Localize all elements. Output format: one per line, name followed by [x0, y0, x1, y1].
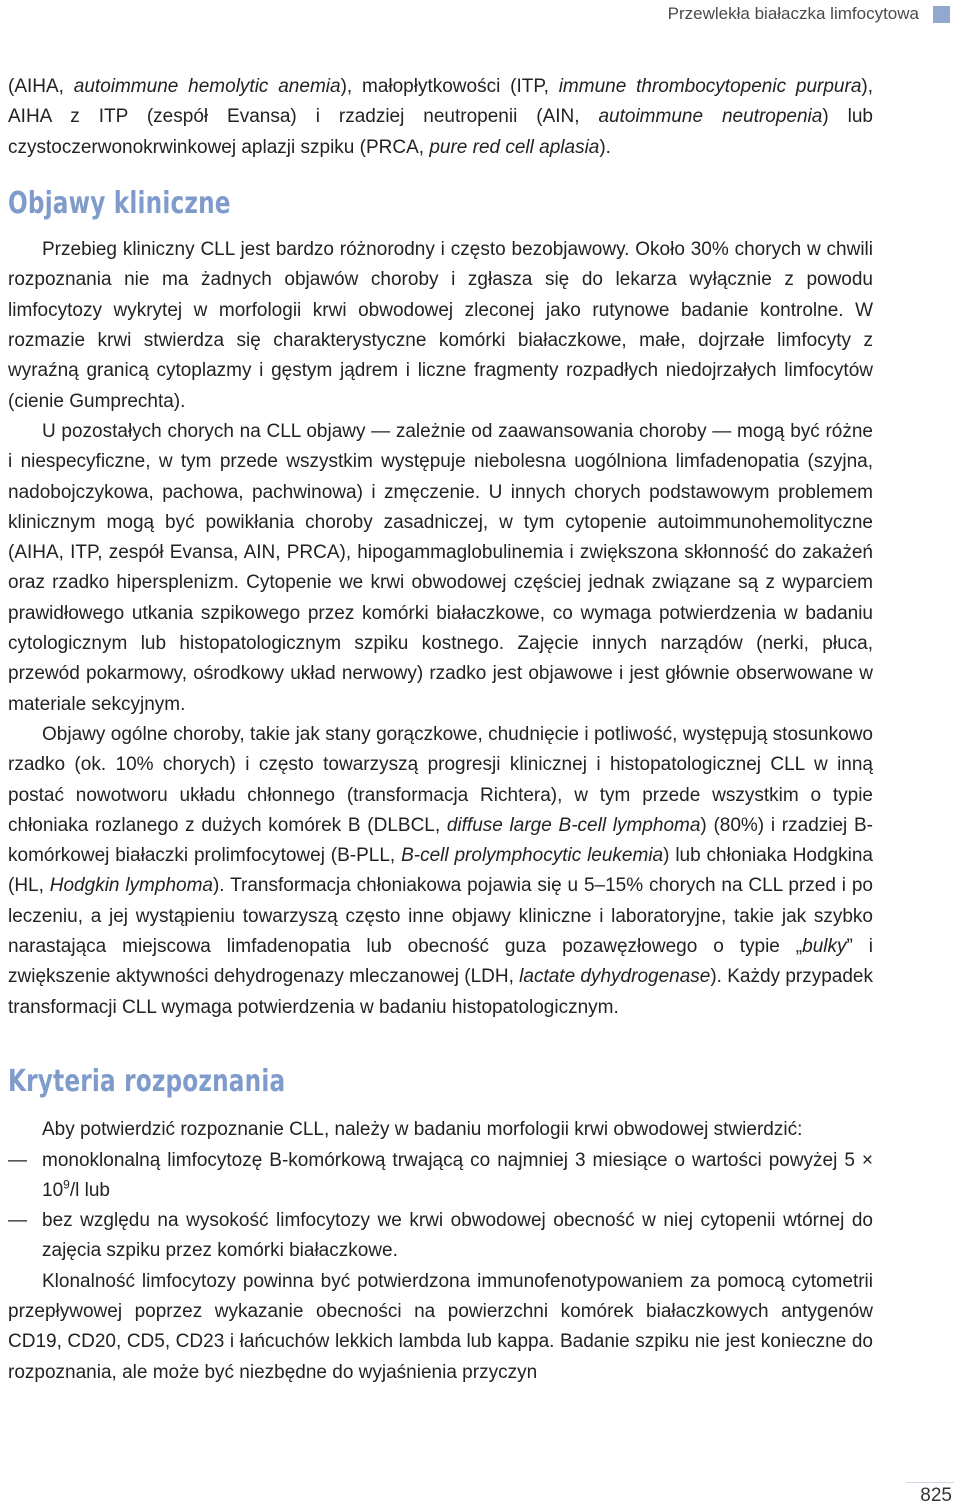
- list-dash: —: [8, 1149, 27, 1171]
- term-italic: autoimmune hemolytic anemia: [73, 76, 341, 97]
- list-item: [8, 1206, 873, 1267]
- text-run: ).: [599, 136, 611, 158]
- text-run: (AIHA,: [8, 76, 74, 97]
- text-run: ). Każdy przypadek transformacji CLL wymaga potwierdzenia w badaniu histopatologicznym.: [8, 966, 874, 1018]
- criteria-list: [8, 1146, 873, 1267]
- text-run: ), małopłytkowości (ITP,: [340, 76, 559, 97]
- header-square-icon: [933, 6, 950, 23]
- term-italic: diffuse large B-cell lymphoma: [446, 814, 701, 836]
- text-run: ) lub czystoczerwonokrwinkowej aplazji szpiku (PRCA,: [8, 106, 873, 158]
- objawy-paragraph-2: U pozostałych chorych na CLL objawy — zależnie od zaawansowania choroby — mogą być różne i niespecyficzne, w tym przede wszystkim występuje niebolesna uogólniona limfadenopatia (szyjna, nadobojczykowa, pachowa, pachwinowa) i zmęczenie. U innych chorych podstawowym problemem klinicznym mogą być powikłania choroby zasadniczej, w tym cytopenie autoimmunohemolityczne (AIHA, ITP, zespół Evansa, AIN, PRCA), hipogammaglobulinemia i zwiększona skłonność do zakażeń oraz rzadko hipersplenizm. Cytopenie we krwi obwodowej częściej jednak związane są z wyparciem prawidłowego utkania szpikowego przez komórki białaczkowe, co wymaga potwierdzenia w badaniu cytologicznym lub histopatologicznym szpiku kostnego. Zajęcie innych narządów (nerki, płuca, przewód pokarmowy, ośrodkowy układ nerwowy) rzadko jest objawowe i jest głównie obserwowane w materiale sekcyjnym.: [8, 420, 873, 715]
- section-heading-objawy: Objawy kliniczne: [8, 185, 231, 221]
- term-italic: autoimmune neutropenia: [598, 106, 823, 128]
- running-header: [668, 4, 950, 24]
- list-dash: —: [8, 1210, 27, 1232]
- text-run: ), AIHA z ITP (zespół Evansa) i rzadziej neutropenii (AIN,: [8, 76, 874, 128]
- text-run: /l lub: [69, 1179, 110, 1201]
- text-run: Objawy ogólne choroby, takie jak stany gorączkowe, chudnięcie i potliwość, występują stosunkowo rzadko (ok. 10% chorych) i często towarzyszą progresji klinicznej i histopatologicznej CLL w inną postać nowotworu układu chłonnego (transformacja Richtera), w tym przede wszystkim o typie chłoniaka rozlanego z dużych komórek B (DLBCL,: [8, 723, 873, 836]
- running-title: Przewlekła białaczka limfocytowa: [667, 4, 919, 23]
- intro-paragraph: [8, 72, 873, 163]
- article-body: [8, 72, 873, 1388]
- text-run: bez względu na wysokość limfocytozy we krwi obwodowej obecność w niej cytopenii wtórnej do zajęcia szpiku przez komórki białaczkowe.: [42, 1210, 873, 1262]
- text-run: ) (80%) i rzadziej B-komórkowej białaczki prolimfocytowej (B-PLL,: [8, 814, 873, 867]
- term-italic: B-cell prolymphocytic leukemia: [401, 845, 664, 867]
- term-italic: Hodgkin lymphoma: [49, 875, 213, 897]
- list-item: [8, 1146, 873, 1207]
- text-run: monoklonalną limfocytozę B-komórkową trwającą co najmniej 3 miesiące o wartości powyżej 5 × 10: [42, 1149, 873, 1201]
- term-italic: pure red cell aplasia: [429, 136, 600, 158]
- objawy-paragraph-3: [8, 720, 873, 1023]
- section-heading-kryteria: Kryteria rozpoznania: [8, 1063, 286, 1099]
- text-run: ). Transformacja chłoniakowa pojawia się u 5–15% chorych na CLL przed i po leczeniu, a jej wystąpieniu towarzyszą często inne objawy kliniczne i laboratoryjne, takie jak szybko narastająca miejscowa limfadenopatia lub obecność guza pozawęzłowego o typie „: [8, 875, 873, 958]
- objawy-paragraph-1: Przebieg kliniczny CLL jest bardzo różnorodny i często bezobjawowy. Około 30% chorych w chwili rozpoznania nie ma żadnych objawów choroby i zgłasza się do lekarza wyłącznie z powodu limfocytozy wykrytej w morfologii krwi obwodowej zleconej jako rutynowe badanie kontrolne. W rozmazie krwi stwierdza się charakterystyczne komórki białaczkowe, małe, dojrzałe limfocyty z wyraźną granicą cytoplazmy i gęstym jądrem i liczne fragmenty rozpadłych niedojrzałych limfocytów (cienie Gumprechta).: [8, 239, 873, 412]
- kryteria-paragraph-1: Aby potwierdzić rozpoznanie CLL, należy w badaniu morfologii krwi obwodowej stwierdzić:: [42, 1119, 803, 1141]
- kryteria-paragraph-2: Klonalność limfocytozy powinna być potwierdzona immunofenotypowaniem za pomocą cytometrii przepływowej poprzez wykazanie obecności na powierzchni komórek białaczkowych antygenów CD19, CD20, CD5, CD23 i łańcuchów lekkich lambda lub kappa. Badanie szpiku nie jest konieczne do rozpoznania, ale może być niezbędne do wyjaśnienia przyczyn: [8, 1270, 873, 1383]
- text-run: ” i zwiększenie aktywności dehydrogenazy mleczanowej (LDH,: [8, 936, 873, 988]
- term-italic: immune thrombocytopenic purpura: [558, 76, 862, 97]
- page-number: 825: [906, 1482, 954, 1507]
- text-run: ) lub chłoniaka Hodgkina (HL,: [8, 845, 873, 897]
- term-italic: lactate dyhydrogenase: [519, 966, 711, 988]
- term-italic: bulky: [802, 936, 847, 958]
- superscript: 9: [63, 1177, 70, 1192]
